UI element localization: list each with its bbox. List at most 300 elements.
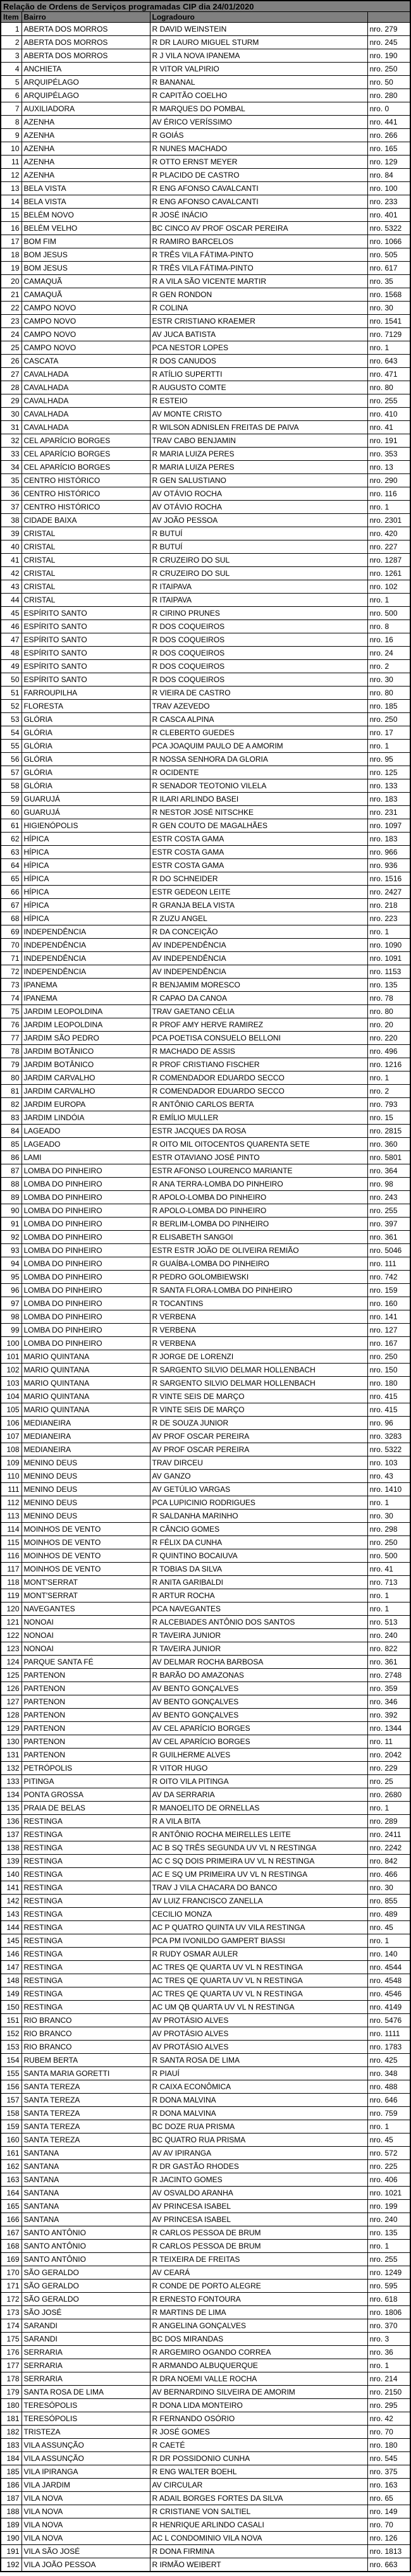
cell-logradouro: AC B SQ TRÊS SEGUNDA UV VL N RESTINGA bbox=[150, 1841, 367, 1855]
table-row bbox=[1, 1908, 410, 1921]
cell-logradouro: R SANTA FLORA-LOMBA DO PINHEIRO bbox=[150, 1284, 367, 1297]
cell-item: 42 bbox=[1, 567, 21, 580]
cell-numero: nro. 471 bbox=[367, 368, 410, 381]
cell-bairro: CAMPO NOVO bbox=[21, 328, 150, 341]
cell-item: 25 bbox=[1, 341, 21, 355]
cell-numero: nro. 250 bbox=[367, 713, 410, 726]
table-row bbox=[1, 76, 410, 89]
cell-item: 185 bbox=[1, 2465, 21, 2479]
cell-bairro: LAGEADO bbox=[21, 1138, 150, 1151]
cell-bairro: JARDIM CARVALHO bbox=[21, 1085, 150, 1098]
cell-bairro: BELÉM VELHO bbox=[21, 222, 150, 235]
cell-numero: nro. 713 bbox=[367, 1576, 410, 1589]
cell-bairro: JARDIM SÃO PEDRO bbox=[21, 1032, 150, 1045]
cell-bairro: ABERTA DOS MORROS bbox=[21, 23, 150, 36]
cell-item: 127 bbox=[1, 1695, 21, 1709]
cell-bairro: TERESÓPOLIS bbox=[21, 2412, 150, 2426]
cell-logradouro: R TEIXEIRA DE FREITAS bbox=[150, 2253, 367, 2266]
table-row bbox=[1, 394, 410, 408]
cell-logradouro: R DONA MALVINA bbox=[150, 2107, 367, 2120]
cell-bairro: TERESÓPOLIS bbox=[21, 2399, 150, 2412]
cell-numero: nro. 25 bbox=[367, 1775, 410, 1788]
table-row bbox=[1, 793, 410, 806]
table-row bbox=[1, 2080, 410, 2094]
cell-logradouro: TRAV GAETANO CÉLIA bbox=[150, 1005, 367, 1018]
cell-numero: nro. 165 bbox=[367, 142, 410, 156]
cell-item: 165 bbox=[1, 2200, 21, 2213]
cell-item: 86 bbox=[1, 1151, 21, 1164]
table-row bbox=[1, 63, 410, 76]
cell-numero: nro. 595 bbox=[367, 2280, 410, 2293]
cell-numero: nro. 1 bbox=[367, 594, 410, 607]
cell-numero: nro. 126 bbox=[367, 2532, 410, 2545]
cell-bairro: MARIO QUINTANA bbox=[21, 1403, 150, 1417]
cell-bairro: MEDIANEIRA bbox=[21, 1417, 150, 1430]
cell-item: 183 bbox=[1, 2439, 21, 2452]
table-row bbox=[1, 2213, 410, 2226]
cell-item: 146 bbox=[1, 1948, 21, 1961]
cell-logradouro: ESTR COSTA GAMA bbox=[150, 846, 367, 859]
cell-numero: nro. 441 bbox=[367, 116, 410, 129]
cell-item: 109 bbox=[1, 1456, 21, 1470]
cell-numero: nro. 5046 bbox=[367, 1244, 410, 1257]
cell-bairro: CEL APARÍCIO BORGES bbox=[21, 461, 150, 474]
cell-numero: nro. 1516 bbox=[367, 872, 410, 886]
table-row bbox=[1, 1642, 410, 1656]
cell-item: 157 bbox=[1, 2094, 21, 2107]
cell-bairro: SANTA TEREZA bbox=[21, 2094, 150, 2107]
cell-item: 16 bbox=[1, 222, 21, 235]
cell-item: 62 bbox=[1, 833, 21, 846]
cell-numero: nro. 1261 bbox=[367, 567, 410, 580]
cell-item: 28 bbox=[1, 381, 21, 394]
cell-item: 110 bbox=[1, 1470, 21, 1483]
cell-bairro: TRISTEZA bbox=[21, 2426, 150, 2439]
table-row bbox=[1, 2173, 410, 2187]
cell-logradouro: ESTR CRISTIANO KRAEMER bbox=[150, 315, 367, 328]
cell-bairro: PARTENON bbox=[21, 1669, 150, 1682]
cell-numero: nro. 4548 bbox=[367, 1974, 410, 1987]
cell-bairro: HÍPICA bbox=[21, 846, 150, 859]
cell-numero: nro. 663 bbox=[367, 2558, 410, 2572]
cell-logradouro: R BERLIM-LOMBA DO PINHEIRO bbox=[150, 1218, 367, 1231]
cell-logradouro: R CRISTIANE VON SALTIEL bbox=[150, 2505, 367, 2518]
cell-logradouro: AV CEARÁ bbox=[150, 2266, 367, 2280]
cell-numero: nro. 2748 bbox=[367, 1669, 410, 1682]
cell-bairro: MARIO QUINTANA bbox=[21, 1377, 150, 1390]
cell-numero: nro. 185 bbox=[367, 700, 410, 713]
cell-numero: nro. 361 bbox=[367, 1656, 410, 1669]
cell-numero: nro. 250 bbox=[367, 1350, 410, 1364]
cell-item: 98 bbox=[1, 1310, 21, 1324]
cell-bairro: NONOAI bbox=[21, 1629, 150, 1642]
cell-item: 12 bbox=[1, 169, 21, 182]
table-row bbox=[1, 1417, 410, 1430]
table-row bbox=[1, 1071, 410, 1085]
cell-logradouro: AV PRINCESA ISABEL bbox=[150, 2200, 367, 2213]
cell-logradouro: R ARGEMIRO OGANDO CORREA bbox=[150, 2346, 367, 2359]
cell-numero: nro. 84 bbox=[367, 169, 410, 182]
cell-logradouro: R FERNANDO OSÓRIO bbox=[150, 2412, 367, 2426]
cell-logradouro: ESTR JACQUES DA ROSA bbox=[150, 1125, 367, 1138]
cell-bairro: RESTINGA bbox=[21, 1921, 150, 1934]
cell-logradouro: AV GETÚLIO VARGAS bbox=[150, 1483, 367, 1496]
cell-numero: nro. 231 bbox=[367, 806, 410, 819]
cell-logradouro: R JACINTO GOMES bbox=[150, 2173, 367, 2187]
table-row bbox=[1, 2359, 410, 2372]
cell-item: 73 bbox=[1, 979, 21, 992]
cell-item: 66 bbox=[1, 886, 21, 899]
table-row bbox=[1, 1045, 410, 1058]
cell-item: 4 bbox=[1, 63, 21, 76]
cell-bairro: NONOAI bbox=[21, 1616, 150, 1629]
table-row bbox=[1, 2518, 410, 2532]
cell-item: 101 bbox=[1, 1350, 21, 1364]
cell-bairro: RESTINGA bbox=[21, 1961, 150, 1974]
cell-item: 92 bbox=[1, 1231, 21, 1244]
cell-logradouro: AV PRINCESA ISABEL bbox=[150, 2213, 367, 2226]
table-row bbox=[1, 2280, 410, 2293]
cell-bairro: MEDIANEIRA bbox=[21, 1430, 150, 1443]
cell-bairro: CAVALHADA bbox=[21, 381, 150, 394]
cell-bairro: SANTA TEREZA bbox=[21, 2120, 150, 2133]
table-row bbox=[1, 1430, 410, 1443]
table-row bbox=[1, 2107, 410, 2120]
cell-logradouro: R MANOELITO DE ORNELLAS bbox=[150, 1802, 367, 1815]
cell-item: 68 bbox=[1, 912, 21, 925]
cell-bairro: PARTENON bbox=[21, 1722, 150, 1735]
cell-item: 20 bbox=[1, 275, 21, 288]
table-row bbox=[1, 1456, 410, 1470]
cell-item: 163 bbox=[1, 2173, 21, 2187]
cell-item: 37 bbox=[1, 501, 21, 514]
cell-item: 105 bbox=[1, 1403, 21, 1417]
cell-bairro: VILA JARDIM bbox=[21, 2479, 150, 2492]
cell-numero: nro. 643 bbox=[367, 355, 410, 368]
cell-item: 189 bbox=[1, 2518, 21, 2532]
cell-numero: nro. 2150 bbox=[367, 2386, 410, 2399]
table-row bbox=[1, 1987, 410, 2001]
cell-bairro: CAVALHADA bbox=[21, 394, 150, 408]
cell-numero: nro. 489 bbox=[367, 1908, 410, 1921]
table-row bbox=[1, 2346, 410, 2359]
cell-logradouro: PCA PM IVONILDO GAMPERT BIASSI bbox=[150, 1934, 367, 1948]
cell-numero: nro. 415 bbox=[367, 1403, 410, 1417]
cell-bairro: BOM JESUS bbox=[21, 262, 150, 275]
cell-numero: nro. 406 bbox=[367, 2173, 410, 2187]
table-row bbox=[1, 1762, 410, 1775]
cell-logradouro: AV PROTÁSIO ALVES bbox=[150, 2027, 367, 2041]
cell-bairro: SERRARIA bbox=[21, 2346, 150, 2359]
cell-logradouro: R ENG AFONSO CAVALCANTI bbox=[150, 182, 367, 195]
cell-numero: nro. 1 bbox=[367, 341, 410, 355]
table-row bbox=[1, 527, 410, 540]
cell-logradouro: AV GANZO bbox=[150, 1470, 367, 1483]
cell-item: 34 bbox=[1, 461, 21, 474]
cell-item: 111 bbox=[1, 1483, 21, 1496]
cell-logradouro: ESTR OTAVIANO JOSÉ PINTO bbox=[150, 1151, 367, 1164]
cell-item: 144 bbox=[1, 1921, 21, 1934]
cell-item: 159 bbox=[1, 2120, 21, 2133]
cell-item: 74 bbox=[1, 992, 21, 1005]
cell-numero: nro. 250 bbox=[367, 1536, 410, 1549]
cell-logradouro: R DR LAURO MIGUEL STURM bbox=[150, 36, 367, 49]
cell-logradouro: ESTR COSTA GAMA bbox=[150, 833, 367, 846]
cell-item: 170 bbox=[1, 2266, 21, 2280]
table-row bbox=[1, 2545, 410, 2558]
cell-numero: nro. 159 bbox=[367, 1284, 410, 1297]
cell-item: 30 bbox=[1, 408, 21, 421]
cell-bairro: SANTANA bbox=[21, 2173, 150, 2187]
cell-item: 123 bbox=[1, 1642, 21, 1656]
table-row bbox=[1, 2306, 410, 2319]
cell-bairro: JARDIM LINDÓIA bbox=[21, 1111, 150, 1125]
table-row bbox=[1, 2014, 410, 2027]
table-row bbox=[1, 408, 410, 421]
cell-bairro: LOMBA DO PINHEIRO bbox=[21, 1257, 150, 1271]
cell-bairro: RESTINGA bbox=[21, 1895, 150, 1908]
cell-bairro: RESTINGA bbox=[21, 1868, 150, 1881]
cell-item: 44 bbox=[1, 594, 21, 607]
cell-numero: nro. 140 bbox=[367, 1948, 410, 1961]
cell-item: 139 bbox=[1, 1855, 21, 1868]
table-row bbox=[1, 1257, 410, 1271]
cell-numero: nro. 2815 bbox=[367, 1125, 410, 1138]
cell-item: 85 bbox=[1, 1138, 21, 1151]
cell-numero: nro. 43 bbox=[367, 1470, 410, 1483]
cell-bairro: LOMBA DO PINHEIRO bbox=[21, 1204, 150, 1218]
cell-item: 24 bbox=[1, 328, 21, 341]
cell-bairro: SANTANA bbox=[21, 2160, 150, 2173]
cell-item: 130 bbox=[1, 1735, 21, 1749]
cell-bairro: MOINHOS DE VENTO bbox=[21, 1536, 150, 1549]
table-row bbox=[1, 1005, 410, 1018]
column-header-numero bbox=[367, 12, 410, 23]
cell-logradouro: R CAPAO DA CANOA bbox=[150, 992, 367, 1005]
cell-numero: nro. 42 bbox=[367, 2412, 410, 2426]
table-row bbox=[1, 1111, 410, 1125]
cell-item: 180 bbox=[1, 2399, 21, 2412]
cell-bairro: SANTANA bbox=[21, 2187, 150, 2200]
cell-logradouro: R ZUZU ANGEL bbox=[150, 912, 367, 925]
table-row bbox=[1, 23, 410, 36]
cell-logradouro: AV CIRCULAR bbox=[150, 2479, 367, 2492]
table-row bbox=[1, 1841, 410, 1855]
cell-numero: nro. 250 bbox=[367, 63, 410, 76]
cell-bairro: RESTINGA bbox=[21, 1841, 150, 1855]
cell-logradouro: R PEDRO GOLOMBIEWSKI bbox=[150, 1271, 367, 1284]
cell-item: 140 bbox=[1, 1868, 21, 1881]
cell-numero: nro. 135 bbox=[367, 2226, 410, 2240]
cell-logradouro: AV PROTÁSIO ALVES bbox=[150, 2014, 367, 2027]
cell-numero: nro. 96 bbox=[367, 1417, 410, 1430]
cell-logradouro: R OITO MIL OITOCENTOS QUARENTA SETE bbox=[150, 1138, 367, 1151]
table-row bbox=[1, 2027, 410, 2041]
cell-bairro: PONTA GROSSA bbox=[21, 1788, 150, 1802]
table-row bbox=[1, 2465, 410, 2479]
table-row bbox=[1, 607, 410, 620]
cell-logradouro: TRAV CABO BENJAMIN bbox=[150, 434, 367, 448]
table-row bbox=[1, 142, 410, 156]
cell-logradouro: R APOLO-LOMBA DO PINHEIRO bbox=[150, 1204, 367, 1218]
table-row bbox=[1, 1695, 410, 1709]
cell-bairro: GUARUJÁ bbox=[21, 793, 150, 806]
cell-item: 95 bbox=[1, 1271, 21, 1284]
cell-numero: nro. 135 bbox=[367, 979, 410, 992]
table-row bbox=[1, 673, 410, 687]
cell-logradouro: AV OTÁVIO ROCHA bbox=[150, 501, 367, 514]
cell-numero: nro. 8 bbox=[367, 620, 410, 633]
table-row bbox=[1, 753, 410, 766]
table-row bbox=[1, 1549, 410, 1563]
cell-bairro: SANTANA bbox=[21, 2200, 150, 2213]
table-row bbox=[1, 2532, 410, 2545]
cell-logradouro: BC DOS MIRANDAS bbox=[150, 2333, 367, 2346]
cell-item: 145 bbox=[1, 1934, 21, 1948]
cell-numero: nro. 513 bbox=[367, 1616, 410, 1629]
cell-bairro: ARQUIPÉLAGO bbox=[21, 89, 150, 102]
cell-logradouro: R CASCA ALPINA bbox=[150, 713, 367, 726]
table-row bbox=[1, 1629, 410, 1642]
cell-item: 153 bbox=[1, 2041, 21, 2054]
table-row bbox=[1, 209, 410, 222]
cell-bairro: MONT'SERRAT bbox=[21, 1589, 150, 1602]
cell-logradouro: AV INDEPENDÊNCIA bbox=[150, 939, 367, 952]
cell-numero: nro. 1568 bbox=[367, 288, 410, 302]
cell-logradouro: AC TRES QE QUARTA UV VL N RESTINGA bbox=[150, 1961, 367, 1974]
cell-item: 112 bbox=[1, 1496, 21, 1510]
cell-logradouro: R CAPITÃO COELHO bbox=[150, 89, 367, 102]
cell-item: 54 bbox=[1, 726, 21, 740]
cell-logradouro: R ERNESTO FONTOURA bbox=[150, 2293, 367, 2306]
cell-logradouro: BC DOZE RUA PRISMA bbox=[150, 2120, 367, 2133]
cell-logradouro: PCA NESTOR LOPES bbox=[150, 341, 367, 355]
cell-bairro: LOMBA DO PINHEIRO bbox=[21, 1164, 150, 1178]
cell-item: 186 bbox=[1, 2479, 21, 2492]
cell-item: 93 bbox=[1, 1244, 21, 1257]
table-row bbox=[1, 341, 410, 355]
table-row bbox=[1, 2001, 410, 2014]
cell-item: 190 bbox=[1, 2532, 21, 2545]
cell-numero: nro. 855 bbox=[367, 1895, 410, 1908]
cell-item: 56 bbox=[1, 753, 21, 766]
cell-numero: nro. 279 bbox=[367, 23, 410, 36]
cell-numero: nro. 966 bbox=[367, 846, 410, 859]
cell-logradouro: AV JOÃO PESSOA bbox=[150, 514, 367, 527]
cell-bairro: SÃO GERALDO bbox=[21, 2266, 150, 2280]
table-row bbox=[1, 2187, 410, 2200]
cell-bairro: ABERTA DOS MORROS bbox=[21, 49, 150, 63]
cell-numero: nro. 348 bbox=[367, 2067, 410, 2080]
cell-logradouro: R VITOR VALPIRIO bbox=[150, 63, 367, 76]
cell-bairro: GLÓRIA bbox=[21, 726, 150, 740]
cell-logradouro: R BUTUÍ bbox=[150, 540, 367, 554]
cell-logradouro: R VINTE SEIS DE MARÇO bbox=[150, 1390, 367, 1403]
cell-item: 21 bbox=[1, 288, 21, 302]
cell-numero: nro. 167 bbox=[367, 1337, 410, 1350]
cell-logradouro: AC TRES QE QUARTA UV VL N RESTINGA bbox=[150, 1987, 367, 2001]
cell-item: 182 bbox=[1, 2426, 21, 2439]
cell-logradouro: R EMÍLIO MULLER bbox=[150, 1111, 367, 1125]
table-row bbox=[1, 740, 410, 753]
table-row bbox=[1, 713, 410, 726]
cell-numero: nro. 240 bbox=[367, 1629, 410, 1642]
cell-bairro: RIO BRANCO bbox=[21, 2014, 150, 2027]
cell-numero: nro. 617 bbox=[367, 262, 410, 275]
cell-item: 169 bbox=[1, 2253, 21, 2266]
cell-item: 161 bbox=[1, 2147, 21, 2160]
cell-numero: nro. 15 bbox=[367, 1111, 410, 1125]
cell-logradouro: R DOS CANUDOS bbox=[150, 355, 367, 368]
cell-bairro: CIDADE BAIXA bbox=[21, 514, 150, 527]
cell-bairro: PRAIA DE BELAS bbox=[21, 1802, 150, 1815]
cell-item: 8 bbox=[1, 116, 21, 129]
cell-logradouro: ESTR GEDEON LEITE bbox=[150, 886, 367, 899]
cell-bairro: CRISTAL bbox=[21, 554, 150, 567]
cell-item: 100 bbox=[1, 1337, 21, 1350]
cell-logradouro: AV BERNARDINO SILVEIRA DE AMORIM bbox=[150, 2386, 367, 2399]
table-row bbox=[1, 1828, 410, 1841]
cell-item: 60 bbox=[1, 806, 21, 819]
cell-item: 80 bbox=[1, 1071, 21, 1085]
cell-logradouro: R GOIÁS bbox=[150, 129, 367, 142]
cell-logradouro: R QUINTINO BOCAIUVA bbox=[150, 1549, 367, 1563]
cell-item: 96 bbox=[1, 1284, 21, 1297]
cell-item: 115 bbox=[1, 1536, 21, 1549]
cell-item: 18 bbox=[1, 248, 21, 262]
cell-logradouro: R AUGUSTO COMTE bbox=[150, 381, 367, 394]
table-row bbox=[1, 474, 410, 487]
table-row bbox=[1, 859, 410, 872]
cell-item: 17 bbox=[1, 235, 21, 248]
cell-bairro: GUARUJÁ bbox=[21, 806, 150, 819]
cell-numero: nro. 5322 bbox=[367, 1443, 410, 1456]
cell-item: 70 bbox=[1, 939, 21, 952]
cell-bairro: INDEPENDÊNCIA bbox=[21, 965, 150, 979]
cell-logradouro: AV DELMAR ROCHA BARBOSA bbox=[150, 1656, 367, 1669]
cell-logradouro: AV CEL APARÍCIO BORGES bbox=[150, 1735, 367, 1749]
cell-item: 71 bbox=[1, 952, 21, 965]
cell-numero: nro. 1 bbox=[367, 1589, 410, 1602]
table-row bbox=[1, 222, 410, 235]
cell-bairro: PARTENON bbox=[21, 1709, 150, 1722]
cell-numero: nro. 618 bbox=[367, 2293, 410, 2306]
cell-numero: nro. 1 bbox=[367, 1071, 410, 1085]
cell-logradouro: ESTR ESTR JOÃO DE OLIVEIRA REMIÃO bbox=[150, 1244, 367, 1257]
cell-bairro: INDEPENDÊNCIA bbox=[21, 952, 150, 965]
cell-item: 119 bbox=[1, 1589, 21, 1602]
cell-logradouro: ESTR AFONSO LOURENCO MARIANTE bbox=[150, 1164, 367, 1178]
table-row bbox=[1, 381, 410, 394]
cell-item: 129 bbox=[1, 1722, 21, 1735]
cell-item: 72 bbox=[1, 965, 21, 979]
cell-numero: nro. 50 bbox=[367, 76, 410, 89]
cell-item: 49 bbox=[1, 660, 21, 673]
cell-bairro: RESTINGA bbox=[21, 1815, 150, 1828]
cell-item: 26 bbox=[1, 355, 21, 368]
cell-numero: nro. 160 bbox=[367, 1297, 410, 1310]
cell-numero: nro. 199 bbox=[367, 2200, 410, 2213]
cell-numero: nro. 11 bbox=[367, 1735, 410, 1749]
cell-bairro: ABERTA DOS MORROS bbox=[21, 36, 150, 49]
cell-logradouro: R DOS COQUEIROS bbox=[150, 673, 367, 687]
cell-bairro: NONOAI bbox=[21, 1642, 150, 1656]
cell-logradouro: R RAMIRO BARCELOS bbox=[150, 235, 367, 248]
cell-numero: nro. 842 bbox=[367, 1855, 410, 1868]
cell-logradouro: R VERBENA bbox=[150, 1337, 367, 1350]
table-row bbox=[1, 487, 410, 501]
cell-logradouro: R CIRINO PRUNES bbox=[150, 607, 367, 620]
